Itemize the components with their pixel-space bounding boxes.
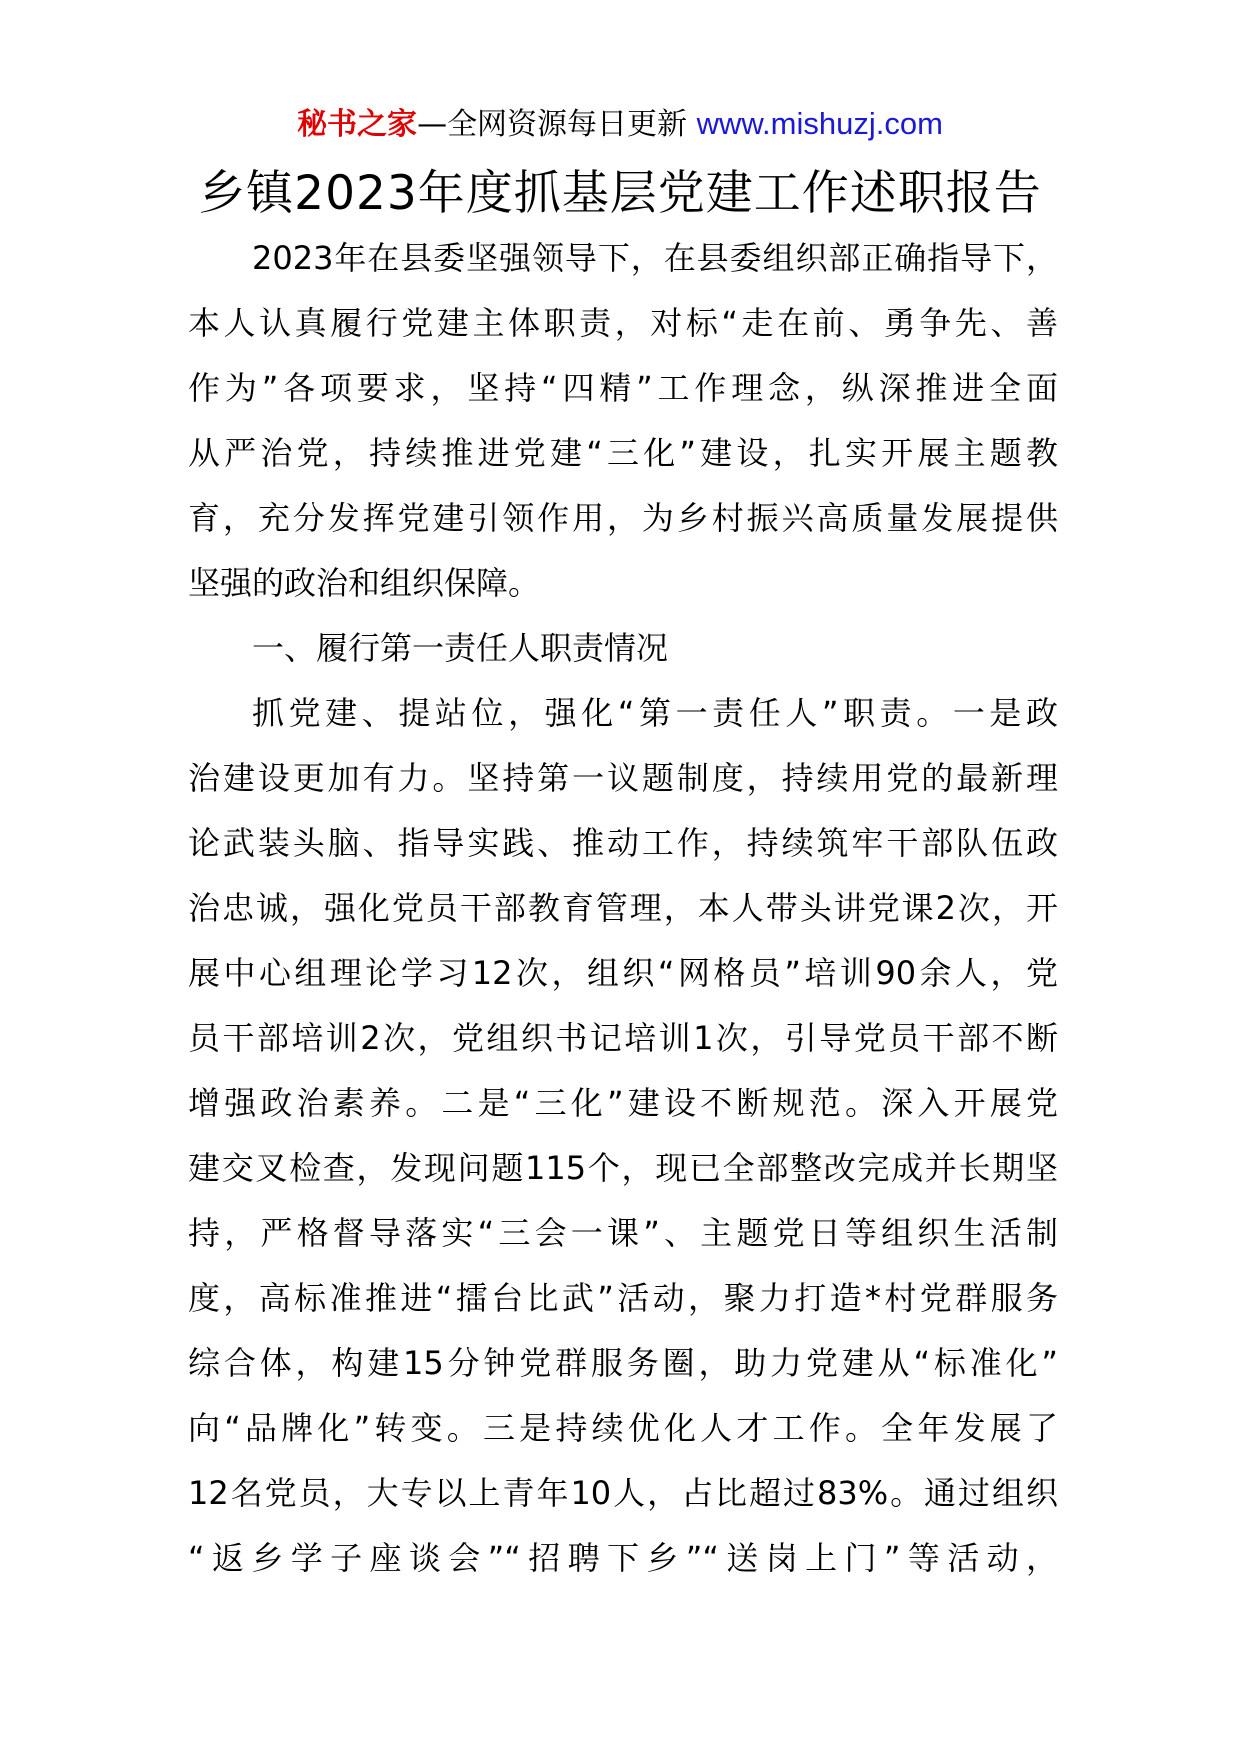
- body-line: 持，严格督导落实“三会一课”、主题党日等组织生活制: [188, 1214, 1058, 1252]
- body-line: 综合体，构建15分钟党群服务圈，助力党建从“标准化”: [188, 1344, 1058, 1382]
- body-line: 抓党建、提站位，强化“第一责任人”职责。一是政: [252, 694, 1058, 732]
- body-line: 作为”各项要求，坚持“四精”工作理念，纵深推进全面: [188, 369, 1058, 407]
- body-line: 2023年在县委坚强领导下，在县委组织部正确指导下，: [252, 239, 1058, 277]
- site-url[interactable]: www.mishuzj.com: [696, 106, 943, 141]
- body-line: 本人认真履行党建主体职责，对标“走在前、勇争先、善: [188, 304, 1058, 342]
- body-line: 治建设更加有力。坚持第一议题制度，持续用党的最新理: [188, 759, 1058, 797]
- body-line: 从严治党，持续推进党建“三化”建设，扎实开展主题教: [188, 434, 1058, 472]
- body-line: 育，充分发挥党建引领作用，为乡村振兴高质量发展提供: [188, 499, 1058, 537]
- body-line: 增强政治素养。二是“三化”建设不断规范。深入开展党: [188, 1084, 1058, 1122]
- body-line: 员干部培训2次，党组织书记培训1次，引导党员干部不断: [188, 1019, 1058, 1057]
- brand-name: 秘书之家: [297, 107, 418, 142]
- header-tagline: —全网资源每日更新: [417, 107, 697, 142]
- section-heading: 一、履行第一责任人职责情况: [252, 629, 669, 667]
- body-line: 12名党员，大专以上青年10人，占比超过83%。通过组织: [188, 1474, 1058, 1512]
- site-header: [0, 102, 1240, 147]
- body-line: 度，高标准推进“擂台比武”活动，聚力打造*村党群服务: [188, 1279, 1058, 1317]
- body-line: 论武装头脑、指导实践、推动工作，持续筑牢干部队伍政: [188, 824, 1058, 862]
- document-body: [188, 226, 1058, 1591]
- body-line: 坚强的政治和组织保障。: [188, 564, 541, 602]
- body-line: 治忠诚，强化党员干部教育管理，本人带头讲党课2次，开: [188, 889, 1058, 927]
- body-line: 向“品牌化”转变。三是持续优化人才工作。全年发展了: [188, 1409, 1058, 1447]
- body-line: “返乡学子座谈会”“招聘下乡”“送岗上门”等活动，: [188, 1539, 1058, 1577]
- document-title: 乡镇2023年度抓基层党建工作述职报告: [198, 166, 1042, 221]
- body-line: 展中心组理论学习12次，组织“网格员”培训90余人，党: [188, 954, 1058, 992]
- body-line: 建交叉检查，发现问题115个，现已全部整改完成并长期坚: [188, 1149, 1058, 1187]
